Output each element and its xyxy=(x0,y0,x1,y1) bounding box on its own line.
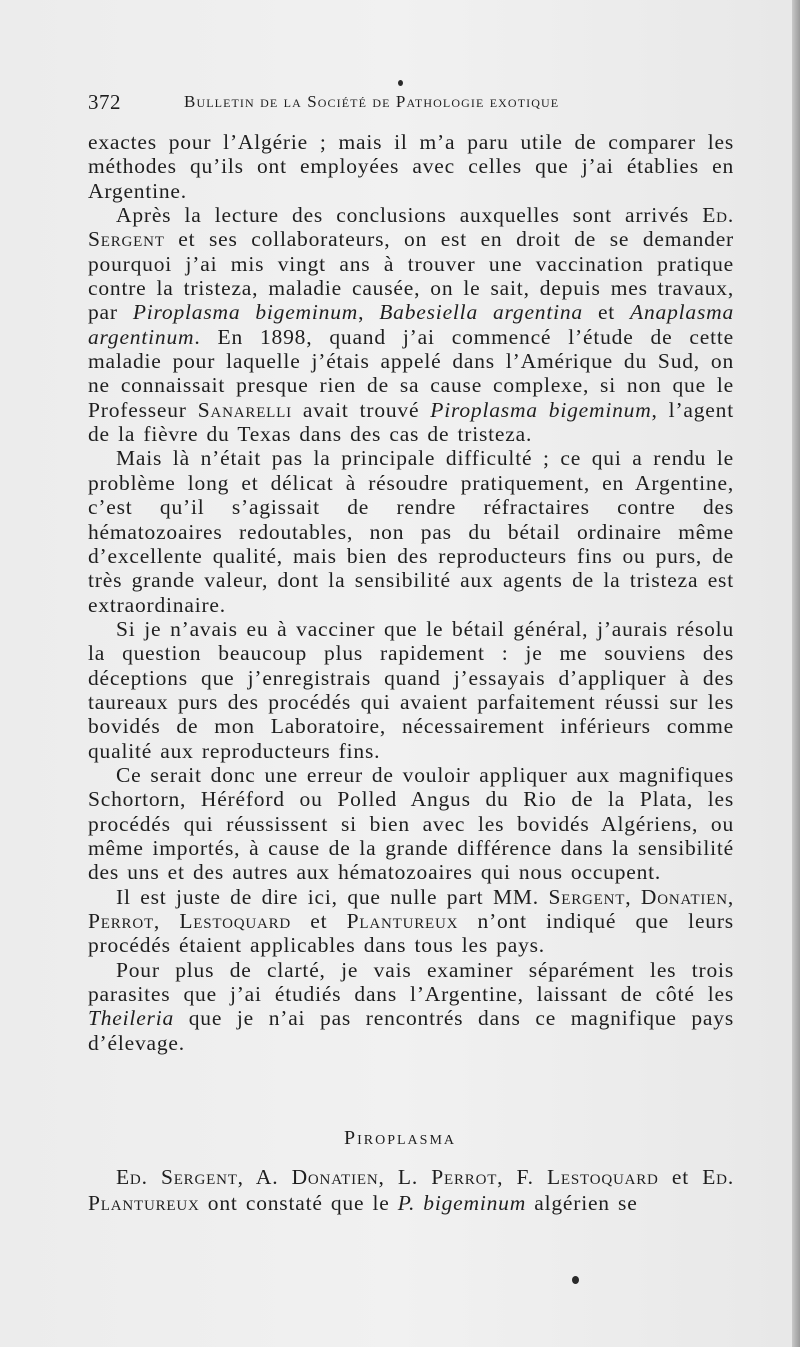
author-name: Ed. Plantureux xyxy=(88,1165,734,1215)
p7-text-1: Pour plus de clarté, je vais examiner séparément les trois parasites que j’ai étudiés dans l’Argentine, laissant de côté les xyxy=(88,957,734,1007)
p2-text-5: . En 1898, quand j’ai commencé l’étude de cette maladie pour laquelle j’étais appelé dans l’Amérique du Sud, on ne connaissait presque rien de sa cause complexe, si non que le Professeur xyxy=(88,324,734,422)
author-name: Sanarelli xyxy=(197,397,292,422)
p2-text-3: , xyxy=(358,300,380,325)
main-text xyxy=(88,130,734,1055)
sp1-text-3: algérien se xyxy=(526,1191,638,1215)
species-name: Piroplasma bigeminum xyxy=(430,397,652,422)
paragraph-4 xyxy=(88,617,734,763)
paragraph-6 xyxy=(88,885,734,958)
sp1-text-2: ont constaté que le xyxy=(199,1191,398,1215)
species-name: P. bigeminum xyxy=(397,1191,527,1215)
author-name: Ed. Sergent xyxy=(88,203,734,252)
ink-speck xyxy=(572,1276,579,1284)
section-heading: Piroplasma xyxy=(343,1127,457,1149)
paragraph-3-text: Mais là n’était pas la principale difficulté ; ce qui a rendu le problème long et délicat à résoudre pratiquement, en Argentine, c’est qu’il s’agissait de rendre réfractaires contre des hématozoaires redoutables, non pas du bétail ordinaire même d’excellente qualité, mais bien des reproducteurs fins ou purs, de très grande valeur, dont la sensibilité aux agents de la tristeza est extraordinaire. xyxy=(88,446,734,617)
p2-text-1: Après la lecture des conclusions auxquelles sont arrivés xyxy=(116,203,703,228)
section-text xyxy=(88,1164,734,1216)
species-name: Babesiella argentina xyxy=(379,300,583,325)
species-name: Anaplasma argentinum xyxy=(88,300,734,349)
author-name: Plantureux xyxy=(346,909,459,933)
paragraph-5 xyxy=(88,763,734,885)
sp1-text-1: et xyxy=(658,1165,703,1189)
ink-speck xyxy=(398,80,403,86)
paragraph-7 xyxy=(88,958,734,1055)
paragraph-2 xyxy=(88,203,734,446)
p7-text-2: que je n’ai pas rencontrés dans ce magnifique pays d’élevage. xyxy=(88,1006,734,1055)
author-names: Ed. Sergent, A. Donatien, L. Perrot, F. Lestoquard xyxy=(116,1165,659,1189)
p2-text-7: , l’agent de la fièvre du Texas dans des cas de tristeza. xyxy=(88,397,734,447)
section-paragraph-1 xyxy=(88,1164,734,1216)
paragraph-1 xyxy=(88,130,734,203)
species-name: Piroplasma bigeminum xyxy=(132,300,359,325)
paragraph-4-text: Si je n’avais eu à vacciner que le bétail général, j’aurais résolu la question beaucoup plus rapidement : je me souviens des déceptions que j’enregistrais quand j’essayais d’appliquer à des taureaux purs des procédés qui avaient parfaitement réussi sur les bovidés de mon Laboratoire, nécessairement inférieurs comme qualité aux reproducteurs fins. xyxy=(88,616,734,763)
p6-text-1: Il est juste de dire ici, que nulle part MM. xyxy=(116,884,549,909)
page-number: 372 xyxy=(88,90,121,114)
running-title: Bulletin de la Société de Pathologie exotique xyxy=(184,92,560,111)
p2-text-2: et ses collaborateurs, on est en droit de se demander pourquoi j’ai mis vingt ans à trouver une vaccination pratique contre la tristeza, maladie causée, on le sait, depuis mes travaux, par xyxy=(88,227,734,325)
author-names: Sergent, Donatien, Perrot, Lestoquard xyxy=(88,884,735,933)
page-header xyxy=(88,90,738,116)
p6-text-3: n’ont indiqué que leurs procédés étaient applicables dans tous les pays. xyxy=(88,909,734,958)
paragraph-1-text: exactes pour l’Algérie ; mais il m’a paru utile de comparer les méthodes qu’ils ont employées avec celles que j’ai établies en Argentine. xyxy=(88,130,734,203)
p6-text-2: et xyxy=(291,909,347,933)
p2-text-4: et xyxy=(582,300,631,325)
paragraph-5-text: Ce serait donc une erreur de vouloir appliquer aux magnifiques Schortorn, Héréford ou Polled Angus du Rio de la Plata, les procédés qui réussissent si bien avec les bovidés Algériens, ou même importés, à cause de la grande différence dans la sensibilité des uns et des autres aux hématozoaires qui nous occupent. xyxy=(88,762,734,885)
paragraph-3 xyxy=(88,446,734,616)
p2-text-6: avait trouvé xyxy=(291,397,431,422)
genus-name: Theileria xyxy=(88,1006,175,1031)
